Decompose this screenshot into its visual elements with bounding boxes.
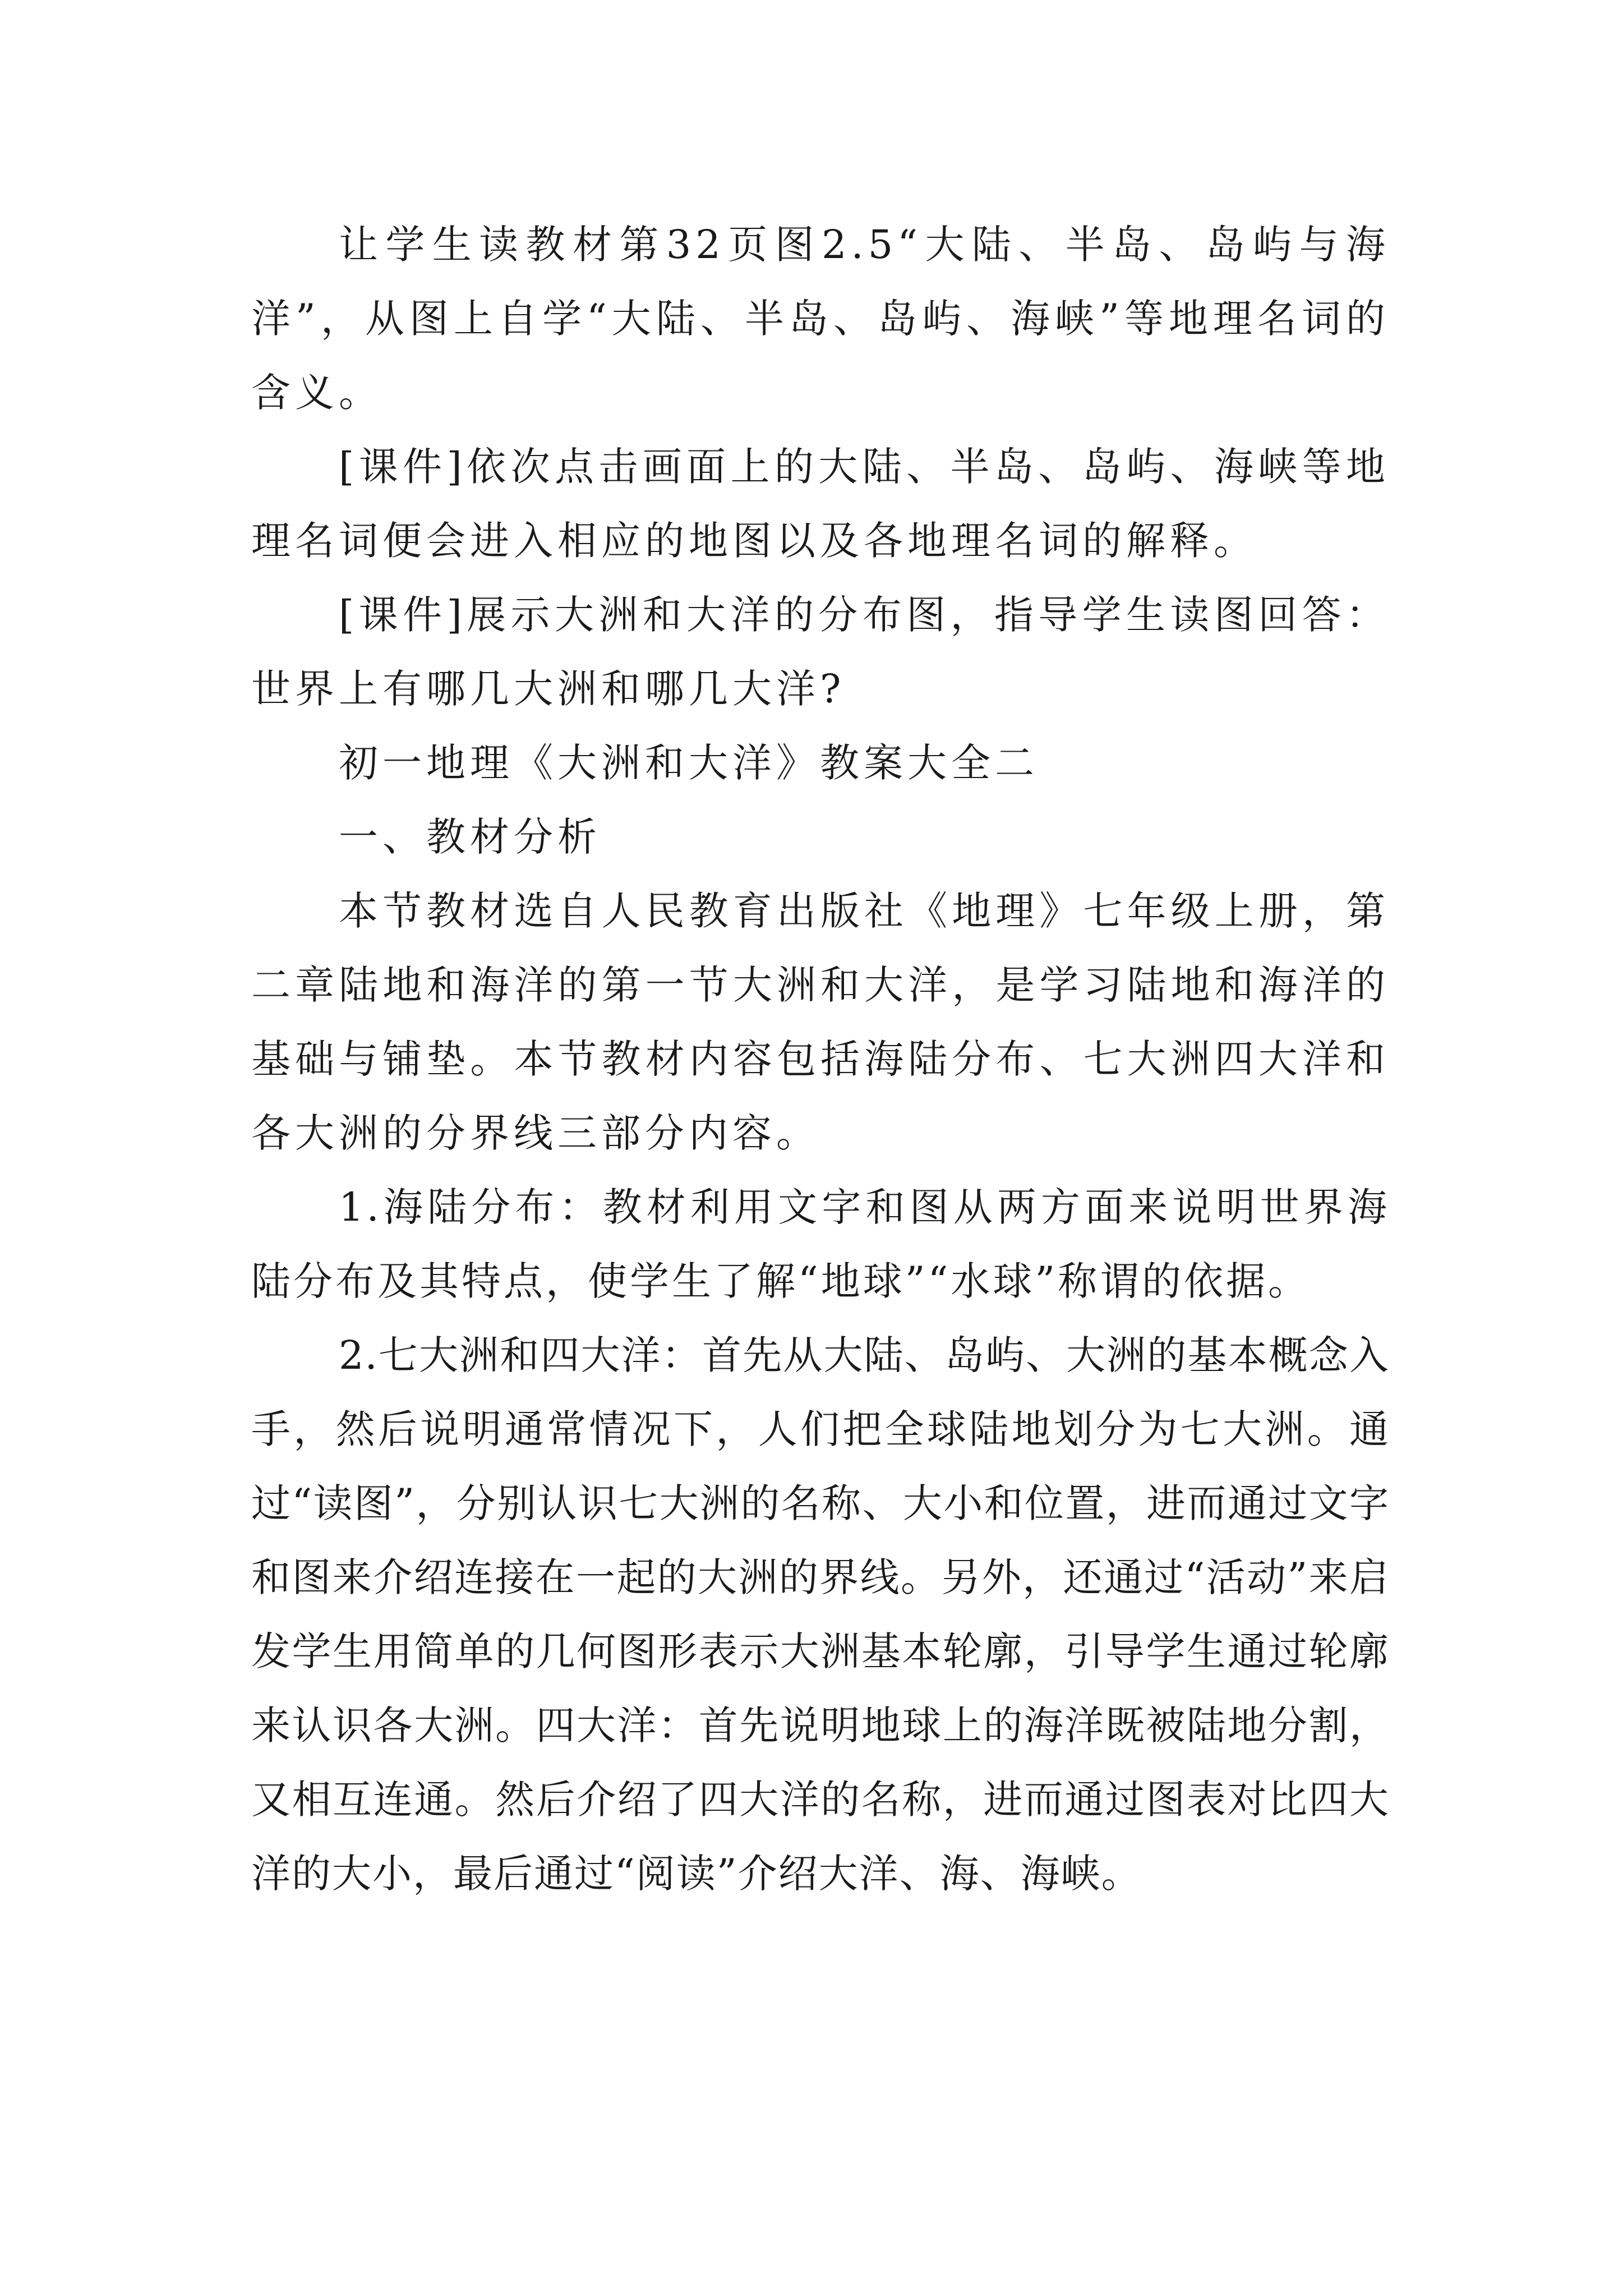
- paragraph-land-sea-distribution: 1.海陆分布：教材利用文字和图从两方面来说明世界海陆分布及其特点，使学生了解“地球”“水球”称谓的依据。: [251, 1184, 1390, 1304]
- paragraph-textbook-reading: 让学生读教材第32页图2.5“大陆、半岛、岛屿与海洋”，从图上自学“大陆、半岛、岛屿、海峡”等地理名词的含义。: [251, 222, 1390, 416]
- paragraph-continents-oceans: 2.七大洲和四大洋：首先从大陆、岛屿、大洲的基本概念入手，然后说明通常情况下，人们把全球陆地划分为七大洲。通过“读图”，分别认识七大洲的名称、大小和位置，进而通过文字和图来介绍连接在一起的大洲的界线。另外，还通过“活动”来启发学生用简单的几何图形表示大洲基本轮廓，引导学生通过轮廓来认识各大洲。四大洋：首先说明地球上的海洋既被陆地分割，又相互连通。然后介绍了四大洋的名称，进而通过图表对比四大洋的大小，最后通过“阅读”介绍大洋、海、海峡。: [251, 1332, 1390, 1897]
- paragraph-courseware-map: [课件]展示大洲和大洋的分布图，指导学生读图回答：世界上有哪几大洲和哪几大洋?: [251, 592, 1390, 712]
- paragraph-courseware-click: [课件]依次点击画面上的大陆、半岛、岛屿、海峡等地理名词便会进入相应的地图以及各地理名词的解释。: [251, 444, 1390, 564]
- paragraph-textbook-source: 本节教材选自人民教育出版社《地理》七年级上册，第二章陆地和海洋的第一节大洲和大洋，是学习陆地和海洋的基础与铺垫。本节教材内容包括海陆分布、七大洲四大洋和各大洲的分界线三部分内容。: [251, 888, 1390, 1156]
- section-title: 初一地理《大洲和大洋》教案大全二: [339, 740, 1039, 786]
- section-heading-analysis: 一、教材分析: [339, 814, 601, 860]
- document-body: [251, 208, 1390, 1911]
